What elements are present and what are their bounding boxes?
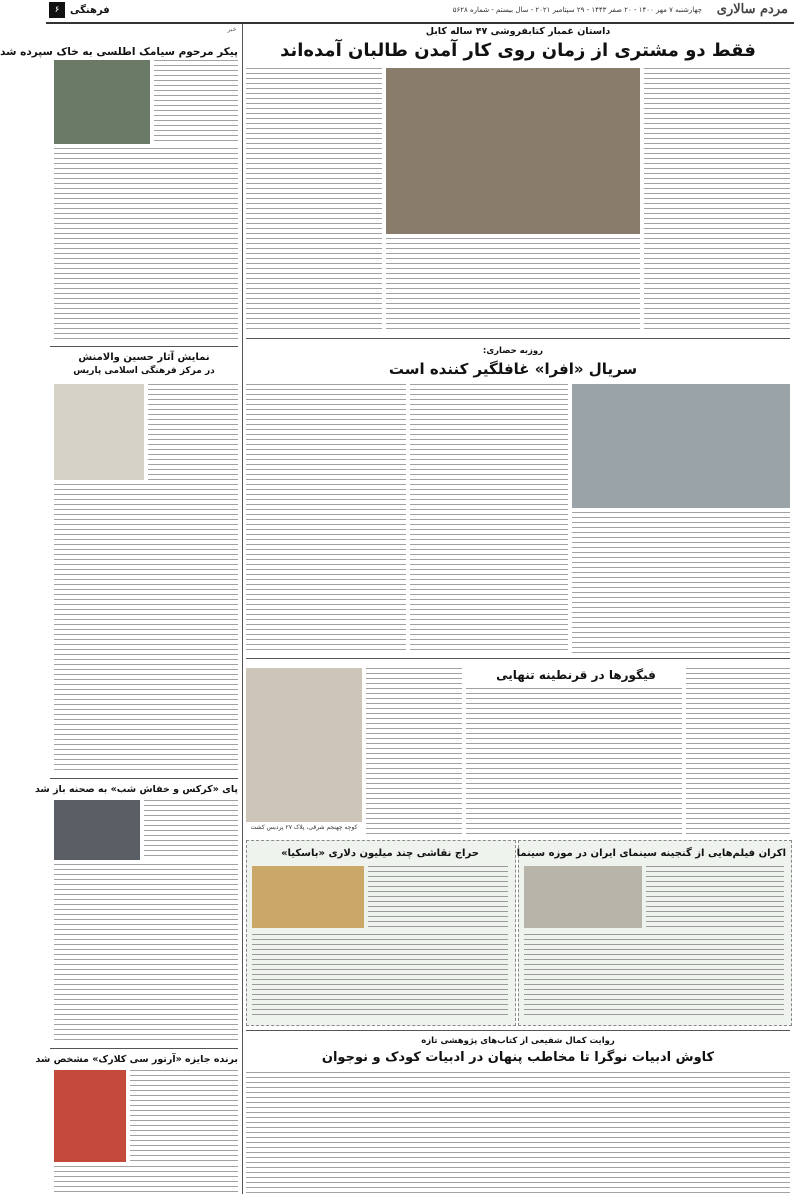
sidebar-item3-text-cont [54,864,238,1044]
sidebar-item1-text [154,60,238,144]
serial-text-col2 [410,384,568,654]
figures-headline: فیگورها در قرنطینه تنهایی [496,668,656,682]
kids-headline: کاوش ادبیات نوگرا تا مخاطب پنهان در ادبیات کودک و نوجوان [321,1050,715,1065]
lead-headline: فقط دو مشتری از زمان روی کار آمدن طالبان آمده‌اند [280,40,756,61]
figures-photo [246,668,362,822]
section-rule [246,1030,790,1031]
cinema-text-col2 [524,934,784,1018]
sidebar-item3-headline: پای «کرکس و خفاش شب» به صحنه باز شد [34,784,238,795]
auction-photo [252,866,364,928]
lead-photo [386,68,640,234]
sidebar-item2-subhead: در مرکز فرهنگی اسلامی پاریس [73,366,215,376]
section-rule [246,658,790,659]
column-divider [242,24,243,1194]
serial-text-col1 [572,512,790,654]
figures-text-col2 [466,688,682,834]
auction-text-col2 [252,934,508,1018]
figures-text-col1 [686,668,790,834]
serial-text-col3 [246,384,406,654]
serial-kicker: روزبه حصاری: [482,346,544,356]
sidebar-separator [50,778,238,779]
newspaper-logo: مردم سالاری [716,2,788,17]
serial-headline: سریال «افرا» غافلگیر کننده است [388,360,638,378]
sidebar-item2-headline: نمایش آثار حسین والامنش [78,352,210,363]
lead-text-col1 [644,68,790,332]
sidebar-separator [50,346,238,347]
sidebar-item1-text-cont [54,148,238,340]
section-rule [246,338,790,339]
sidebar-item4-text-cont [54,1166,238,1194]
cinema-text-col1 [646,866,784,928]
kids-kicker: روایت کمال شفیعی از کتاب‌های پژوهشی تازه [421,1036,615,1046]
sidebar-item1-photo [54,60,150,144]
serial-photo [572,384,790,508]
figures-text-col3 [366,668,462,834]
sidebar-item4-photo [54,1070,126,1162]
lead-text-col2 [386,238,640,332]
lead-kicker: داستان غمبار کتابفروشی ۴۷ ساله کابل [425,26,611,37]
auction-headline: حراج نقاشی چند میلیون دلاری «باسکیا» [281,848,479,859]
kids-text [246,1072,790,1194]
sidebar-separator [50,1048,238,1049]
cinema-headline: اکران فیلم‌هایی از گنجینه سینمای ایران در موزه سینما [516,848,786,859]
sidebar-item2-photo [54,384,144,480]
sidebar-item1-headline: پیکر مرحوم سیامک اطلسی به خاک سپرده شد [0,46,238,58]
lead-text-col3 [246,68,382,332]
sidebar-item2-text [148,384,238,480]
cinema-photo [524,866,642,928]
issue-info: چهارشنبه ۷ مهر ۱۴۰۰ - ۲۰ صفر ۱۴۴۳ - ۲۹ سپتامبر ۲۰۲۱ - سال بیستم - شماره ۵۶۲۸ [452,6,702,14]
sidebar-item4-text [130,1070,238,1162]
figures-caption: کوچه چهنجم شرقی، پلاک ۲۷ پردیس کشت [250,824,358,831]
sidebar-item3-text [144,800,238,860]
sidebar-label: خبر [227,26,237,33]
sidebar-item3-photo [54,800,140,860]
section-label: فرهنگی [70,5,110,16]
page-header [46,0,794,24]
sidebar-item2-text-cont [54,484,238,774]
auction-text-col1 [368,866,508,928]
sidebar-item4-headline: برنده جایزه «آرتور سی کلارک» مشخص شد [35,1054,238,1065]
page-number: ۶ [49,2,65,18]
